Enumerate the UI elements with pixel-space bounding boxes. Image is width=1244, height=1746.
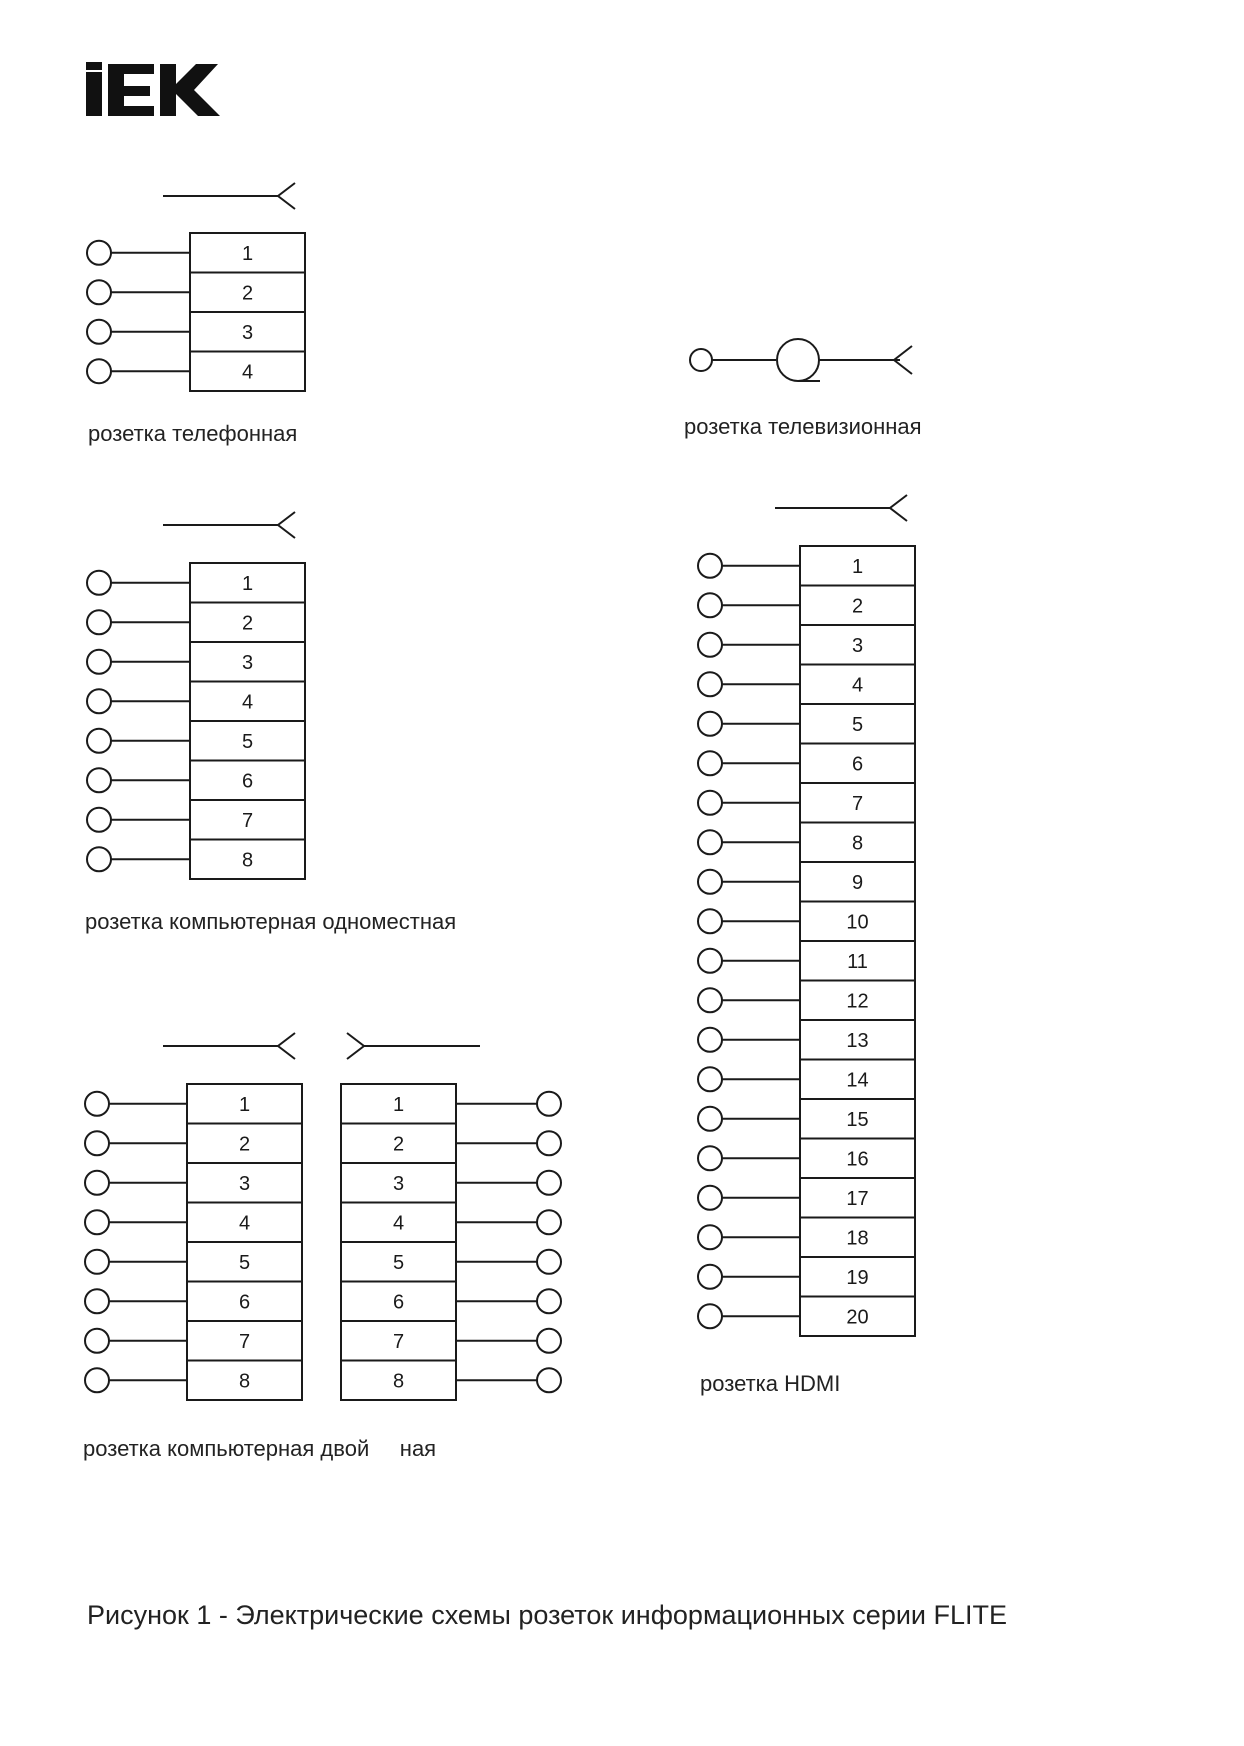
- telephone-pin-number: 3: [241, 321, 254, 344]
- computer-single-pin-number: 7: [241, 809, 254, 832]
- hdmi-pin-terminal: [698, 712, 722, 736]
- computer-double-left-pin-terminal: [85, 1289, 109, 1313]
- computer-double-right-pin-number: 7: [392, 1330, 405, 1353]
- computer-double-left-pin-number: 2: [238, 1133, 251, 1156]
- computer-double-right-pin-terminal: [537, 1250, 561, 1274]
- computer-double-right-pin-number: 3: [392, 1172, 405, 1195]
- hdmi-pin-number: 4: [851, 674, 864, 697]
- telephone-pin-block: [87, 233, 305, 391]
- hdmi-pin-number: 18: [846, 1227, 869, 1250]
- computer-double-left-pin-number: 6: [238, 1291, 251, 1314]
- arrow-head: [278, 183, 295, 209]
- computer-single-pin-terminal: [87, 571, 111, 595]
- hdmi-pin-number: 17: [846, 1187, 869, 1210]
- hdmi-pin-number: 6: [851, 753, 864, 776]
- hdmi-pin-terminal: [698, 1304, 722, 1328]
- computer-double-left-pin-number: 5: [238, 1251, 251, 1274]
- arrow-head: [347, 1033, 364, 1059]
- hdmi-pin-terminal: [698, 1146, 722, 1170]
- caption-computer-double: розетка компьютерная двой ная: [83, 1436, 437, 1461]
- telephone-pin-terminal: [87, 280, 111, 304]
- computer-double-right-pin-terminal: [537, 1131, 561, 1155]
- caption-television: розетка телевизионная: [684, 414, 922, 439]
- computer-double-left-pin-terminal: [85, 1250, 109, 1274]
- computer-double-left-pin-terminal: [85, 1171, 109, 1195]
- hdmi-pin-number: 3: [851, 634, 864, 657]
- hdmi-pin-terminal: [698, 1265, 722, 1289]
- computer-double-right-pin-terminal: [537, 1210, 561, 1234]
- arrow-head: [890, 495, 907, 521]
- computer-double-right-pin-terminal: [537, 1171, 561, 1195]
- computer-double-right-pin-terminal: [537, 1368, 561, 1392]
- computer-single-pin-number: 2: [241, 612, 254, 635]
- arrow-head: [278, 512, 295, 538]
- computer-double-left-pin-block: [85, 1084, 302, 1400]
- plug-arrow-right-icon: [163, 183, 295, 209]
- computer-double-left-pin-number: 7: [238, 1330, 251, 1353]
- hdmi-pin-terminal: [698, 593, 722, 617]
- hdmi-pin-terminal: [698, 554, 722, 578]
- hdmi-pin-terminal: [698, 909, 722, 933]
- computer-single-pin-terminal: [87, 729, 111, 753]
- computer-double-right-pin-number: 2: [392, 1133, 405, 1156]
- hdmi-pin-terminal: [698, 1186, 722, 1210]
- computer-single-pin-terminal: [87, 808, 111, 832]
- computer-double-right-pin-terminal: [537, 1329, 561, 1353]
- caption-computer-single: розетка компьютерная одноместная: [85, 909, 457, 934]
- hdmi-pin-number: 19: [846, 1266, 869, 1289]
- telephone-pin-terminal: [87, 241, 111, 265]
- hdmi-pin-number: 11: [847, 950, 868, 973]
- computer-double-right-pin-number: 1: [392, 1093, 405, 1116]
- hdmi-pin-number: 20: [846, 1306, 869, 1329]
- computer-single-pin-terminal: [87, 689, 111, 713]
- plug-arrow-right-half-icon: [347, 1033, 480, 1059]
- computer-double-right-pin-number: 8: [392, 1370, 405, 1393]
- computer-double-right-pin-terminal: [537, 1289, 561, 1313]
- computer-single-pin-block: [87, 563, 305, 879]
- telephone-pin-terminal: [87, 359, 111, 383]
- computer-double-left-pin-number: 1: [238, 1093, 251, 1116]
- computer-single-pin-terminal: [87, 847, 111, 871]
- hdmi-pin-terminal: [698, 791, 722, 815]
- computer-double-left-pin-number: 4: [238, 1212, 251, 1235]
- hdmi-pin-number: 14: [846, 1069, 869, 1092]
- hdmi-pin-number: 2: [851, 595, 864, 618]
- figure-caption: Рисунок 1 - Электрические схемы розеток информационных серии FLITE: [87, 1600, 1008, 1630]
- computer-double-left-pin-terminal: [85, 1092, 109, 1116]
- arrow-head: [278, 1033, 295, 1059]
- computer-single-pin-terminal: [87, 650, 111, 674]
- hdmi-pin-terminal: [698, 870, 722, 894]
- hdmi-pin-number: 9: [851, 871, 864, 894]
- telephone-pin-terminal: [87, 320, 111, 344]
- plug-arrow-left-half-icon: [163, 1033, 295, 1059]
- computer-double-left-pin-terminal: [85, 1131, 109, 1155]
- hdmi-pin-number: 10: [846, 911, 869, 934]
- hdmi-pin-terminal: [698, 1028, 722, 1052]
- hdmi-pin-terminal: [698, 751, 722, 775]
- hdmi-pin-number: 8: [851, 832, 864, 855]
- computer-single-pin-terminal: [87, 610, 111, 634]
- hdmi-pin-number: 7: [851, 792, 864, 815]
- hdmi-pin-number: 1: [851, 555, 864, 578]
- computer-double-left-pin-number: 3: [238, 1172, 251, 1195]
- computer-double-right-pin-block: [341, 1084, 561, 1400]
- telephone-pin-number: 4: [241, 361, 254, 384]
- computer-single-pin-number: 5: [241, 730, 254, 753]
- hdmi-pin-block: [698, 546, 915, 1336]
- hdmi-pin-number: 15: [846, 1108, 869, 1131]
- hdmi-pin-number: 13: [846, 1029, 869, 1052]
- caption-telephone: розетка телефонная: [88, 421, 298, 446]
- hdmi-pin-terminal: [698, 830, 722, 854]
- computer-single-pin-number: 1: [241, 572, 254, 595]
- computer-double-right-pin-number: 6: [392, 1291, 405, 1314]
- computer-double-left-pin-terminal: [85, 1210, 109, 1234]
- hdmi-pin-number: 16: [846, 1148, 869, 1171]
- computer-double-left-pin-terminal: [85, 1368, 109, 1392]
- computer-single-pin-number: 4: [241, 691, 254, 714]
- hdmi-pin-number: 5: [851, 713, 864, 736]
- hdmi-pin-terminal: [698, 1067, 722, 1091]
- computer-single-pin-number: 8: [241, 849, 254, 872]
- telephone-pin-number: 2: [241, 282, 254, 305]
- computer-double-left-pin-number: 8: [238, 1370, 251, 1393]
- hdmi-pin-terminal: [698, 1225, 722, 1249]
- hdmi-pin-terminal: [698, 672, 722, 696]
- computer-single-pin-number: 3: [241, 651, 254, 674]
- computer-double-right-pin-number: 5: [392, 1251, 405, 1274]
- iek-logo: [86, 62, 220, 116]
- computer-double-left-pin-terminal: [85, 1329, 109, 1353]
- computer-double-right-pin-number: 4: [392, 1212, 405, 1235]
- telephone-pin-number: 1: [241, 242, 254, 265]
- plug-arrow-right-icon: [163, 512, 295, 538]
- hdmi-pin-terminal: [698, 949, 722, 973]
- hdmi-pin-terminal: [698, 988, 722, 1012]
- computer-single-pin-number: 6: [241, 770, 254, 793]
- computer-double-right-pin-terminal: [537, 1092, 561, 1116]
- hdmi-pin-terminal: [698, 1107, 722, 1131]
- plug-arrow-right-icon: [775, 495, 907, 521]
- hdmi-pin-number: 12: [846, 990, 869, 1013]
- coaxial-circle-icon: [690, 339, 912, 381]
- caption-hdmi: розетка HDMI: [700, 1371, 841, 1396]
- hdmi-pin-terminal: [698, 633, 722, 657]
- computer-single-pin-terminal: [87, 768, 111, 792]
